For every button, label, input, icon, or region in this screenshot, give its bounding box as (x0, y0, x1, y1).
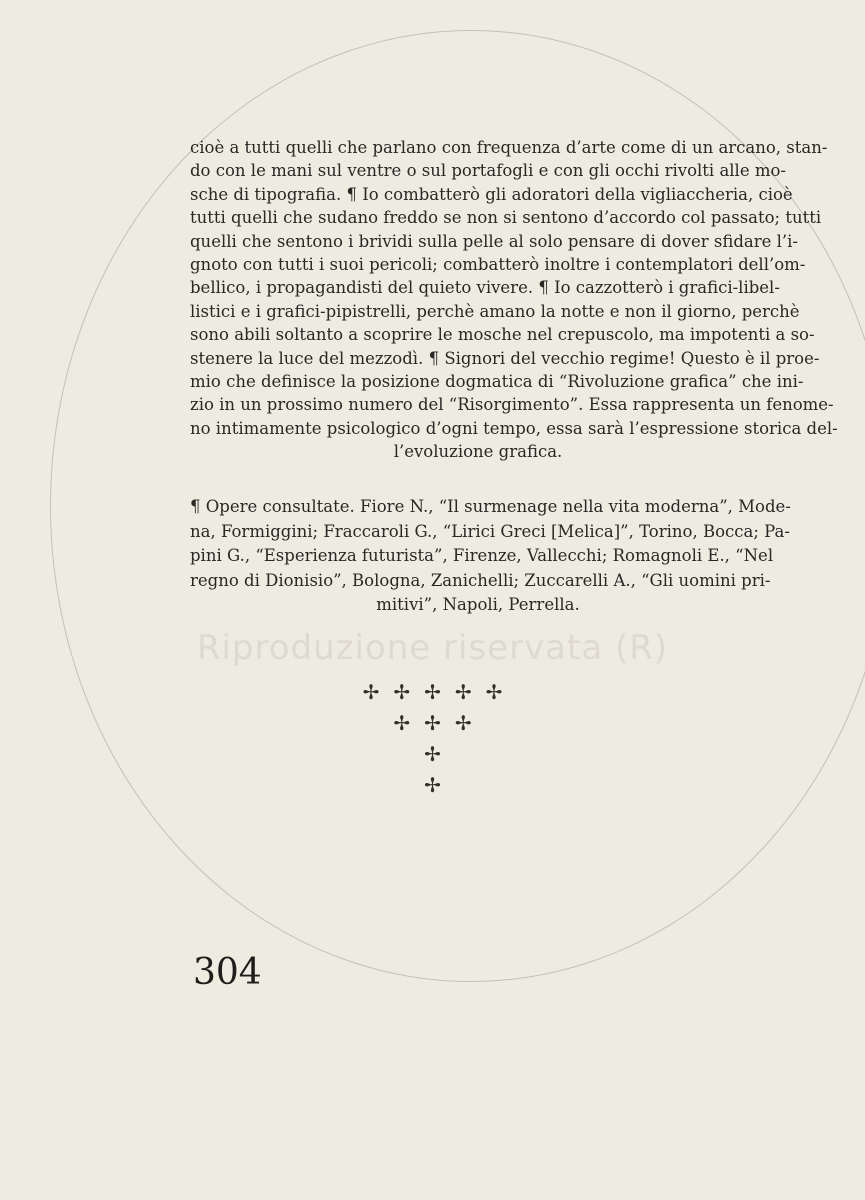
text-line: sche di tipografia. ¶ Io combatterò gli adoratori della vigliaccheria, cioè (190, 184, 793, 204)
ornament-row: ✢✢✢ (393, 711, 486, 735)
reference-line: na, Formiggini; Fraccaroli G., “Lirici Greci [Melica]”, Torino, Bocca; Pa- (190, 521, 790, 541)
text-line: no intimamente psicologico d’ogni tempo, essa sarà l’espressione storica del- (190, 418, 838, 438)
text-line: listici e i grafici-pipistrelli, perchè amano la notte e non il giorno, perchè (190, 301, 800, 321)
ornament-row: ✢ (424, 773, 455, 797)
text-line: mio che definisce la posizione dogmatica di “Rivoluzione grafica” che ini- (190, 372, 804, 392)
ornament-row: ✢✢✢✢✢ (362, 680, 517, 704)
reference-line: regno di Dionisio”, Bologna, Zanichelli; Zuccarelli A., “Gli uomini pri- (190, 570, 771, 590)
text-line: sono abili soltanto a scoprire le mosche nel crepuscolo, ma impotenti a so- (190, 325, 815, 345)
page-number: 304 (193, 952, 262, 993)
text-line: l’evoluzione grafica. (393, 442, 563, 462)
body-text (190, 136, 838, 464)
text-line: tutti quelli che sudano freddo se non si sentono d’accordo col passato; tutti (190, 208, 822, 228)
text-line: zio in un prossimo numero del “Risorgimento”. Essa rappresenta un fenome- (190, 395, 834, 415)
reference-line: ¶ Opere consultate. Fiore N., “Il surmenage nella vita moderna”, Mode- (190, 497, 791, 516)
reference-line: pini G., “Esperienza futurista”, Firenze, Vallecchi; Romagnoli E., “Nel (190, 546, 774, 565)
text-line: do con le mani sul ventre o sul portafogli e con gli occhi rivolti alle mo- (190, 161, 786, 181)
text-line: cioè a tutti quelli che parlano con frequenza d’arte come di un arcano, stan- (190, 138, 828, 157)
text-line: gnoto con tutti i suoi pericoli; combatterò inoltre i contemplatori dell’om- (190, 255, 806, 275)
text-line: quelli che sentono i brividi sulla pelle al solo pensare di dover sfidare l’i- (190, 231, 799, 251)
watermark-text: Riproduzione riservata (R) (196, 628, 669, 668)
ornament-triangle (0, 677, 865, 801)
ornament-row: ✢ (424, 742, 455, 766)
text-line: bellico, i propagandisti del quieto vivere. ¶ Io cazzotterò i grafici-libel- (190, 278, 780, 298)
text-line: stenere la luce del mezzodì. ¶ Signori del vecchio regime! Questo è il proe- (190, 348, 820, 368)
references (190, 495, 791, 618)
reference-line: mitivi”, Napoli, Perrella. (376, 595, 580, 614)
